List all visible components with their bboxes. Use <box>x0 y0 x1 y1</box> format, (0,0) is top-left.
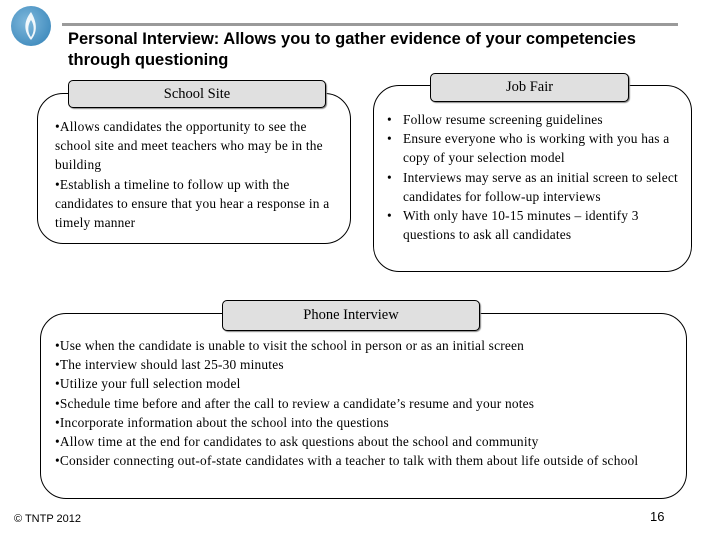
copyright: © TNTP 2012 <box>14 513 82 525</box>
page-number: 16 <box>650 509 665 524</box>
list-item: •Schedule time before and after the call to review a candidate’s resume and your notes <box>55 395 535 411</box>
job-fair-list <box>385 110 685 244</box>
list-item: • Interviews may serve as an initial screen to select candidates for follow-up interviews <box>385 168 685 206</box>
school-site-header: School Site <box>68 80 326 108</box>
job-fair-header: Job Fair <box>430 73 629 102</box>
list-item: •Consider connecting out-of-state candidates with a teacher to talk with them about life outside of school <box>55 453 639 469</box>
list-item: •Utilize your full selection model <box>55 376 241 392</box>
school-site-list <box>55 117 340 232</box>
header-divider <box>62 23 678 26</box>
tntp-logo-icon <box>11 6 51 46</box>
list-item: • Ensure everyone who is working with you has a copy of your selection model <box>385 129 685 167</box>
list-item: •Incorporate information about the school into the questions <box>55 414 389 430</box>
list-item: •Use when the candidate is unable to visit the school in person or as an initial screen <box>55 338 525 353</box>
list-item: •The interview should last 25-30 minutes <box>55 357 284 373</box>
phone-interview-list <box>55 336 685 470</box>
list-item: •Allow time at the end for candidates to ask questions about the school and community <box>55 434 539 450</box>
list-item: • With only have 10-15 minutes – identify 3 questions to ask all candidates <box>385 206 685 244</box>
list-item: •Establish a timeline to follow up with the candidates to ensure that you hear a response in a timely manner <box>55 176 330 231</box>
page-title: Personal Interview: Allows you to gather evidence of your competencies through questioning <box>68 30 636 69</box>
list-item: • Follow resume screening guidelines <box>385 110 685 129</box>
phone-interview-header: Phone Interview <box>222 300 480 331</box>
list-item: •Allows candidates the opportunity to see the school site and meet teachers who may be in the building <box>55 119 323 173</box>
